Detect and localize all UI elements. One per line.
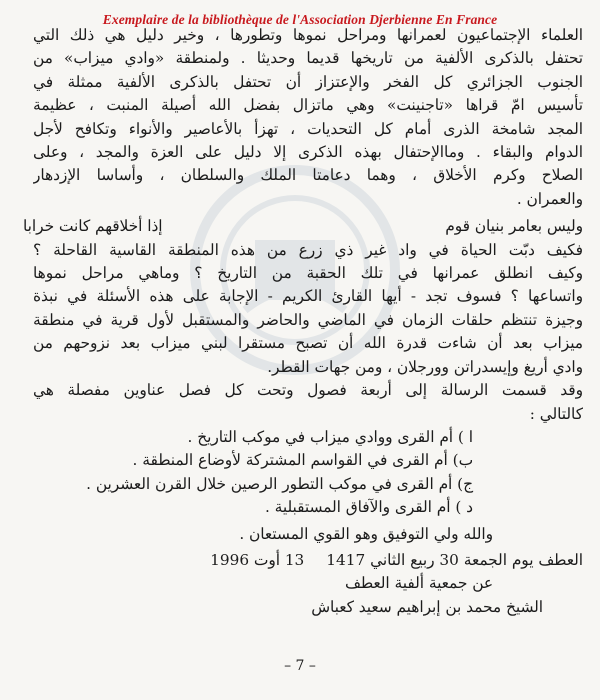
text-line: واتساعها ؟ فسوف تجد - أيها القارئ الكريم - الإجابة على هذه الأسئلة في نبذة bbox=[33, 287, 583, 306]
text-line: كالتالي : bbox=[529, 404, 583, 423]
text-line: العلماء الإجتماعيون لعمرانها ومراحل نموها وتطورها ، وخير دليل هي ذلك التي bbox=[33, 26, 583, 44]
signature-org: عن جمعية ألفية العطف bbox=[345, 574, 493, 593]
paragraph-3 bbox=[33, 379, 583, 426]
text-line: وادي أريغ وإيسدراتن وورجلان ، ومن جهات القطر. bbox=[267, 357, 583, 376]
text-line: ميزاب بعد أن شاءت قدرة الله أن تصبح مستقرا لبني ميزاب بعد نزوحهم من bbox=[33, 334, 583, 353]
chapter-list bbox=[33, 426, 583, 520]
dateline bbox=[33, 549, 583, 572]
date-hijri: العطف يوم الجمعة 30 ربيع الثاني 1417 bbox=[326, 550, 583, 569]
poem-hemistich-left: إذا أخلاقهم كانت خرابا bbox=[23, 217, 163, 236]
paragraph-1 bbox=[33, 24, 583, 211]
poem-hemistich-right: وليس بعامر بنيان قوم bbox=[445, 217, 583, 236]
text-line: والعمران . bbox=[516, 189, 583, 208]
text-line: فكيف دبّت الحياة في واد غير ذي زرع من هذه المنطقة القاسية القاحلة ؟ bbox=[33, 240, 583, 259]
date-gregorian: 13 أوت 1996 bbox=[210, 550, 305, 569]
text-line: الدوام والبقاء . وماالإحتفال بهذه الذكرى إلا دليل على العزة والمجد ، وعلى bbox=[33, 143, 583, 162]
text-line: تأسيس امّ قراها «تاجنينت» وهي ماتزال بفضل الله أصيلة المنبت ، عظيمة bbox=[33, 96, 583, 115]
closing-line: والله ولي التوفيق وهو القوي المستعان . bbox=[239, 525, 493, 544]
text-line: المجد شامخة الذرى أمام كل التحديات ، تهزأ بالأعاصير والأنواء وتكافح لأجل bbox=[33, 119, 583, 138]
text-line: وجيزة تنتظم حلقات الزمان في الماضي والحاضر والمستقبل لأول قرية في منطقة bbox=[33, 310, 583, 329]
text-line: الجنوب الجزائري كل الفخر والإعتزاز أن تحتفل بالذكرى الألفية ممثلة في bbox=[33, 72, 583, 91]
chapter-item: ا ) أم القرى ووادي ميزاب في موكب التاريخ . bbox=[187, 427, 473, 446]
text-line: تحتفل بالذكرى الألفية من تاريخها قديما وحديثا . ولمنطقة «وادي ميزاب» من bbox=[33, 49, 583, 68]
library-header: Exemplaire de la bibliothèque de l'Association Djerbienne En France bbox=[102, 12, 498, 27]
chapter-item: د ) أم القرى والآفاق المستقبلية . bbox=[264, 498, 473, 517]
text-line: وقد قسمت الرسالة إلى أربعة فصول وتحت كل فصل عناوين مفصلة هي bbox=[33, 381, 583, 400]
page-number: – 7 – bbox=[284, 658, 316, 674]
chapter-item: ج) أم القرى في موكب التطور الرصين خلال القرن العشرين . bbox=[86, 474, 473, 493]
text-line: الصلاح وكرم الأخلاق ، وهما دعامتا الملك والسلطان ، وأساسا الإزدهار bbox=[33, 166, 583, 185]
paragraph-2 bbox=[33, 239, 583, 379]
main-text bbox=[23, 24, 583, 619]
poem-verse bbox=[23, 215, 583, 238]
signature-name: الشيخ محمد بن إبراهيم سعيد كعباش bbox=[311, 597, 543, 616]
text-line: وكيف انطلق عمرانها في تلك الحقبة من التاريخ ؟ وماهي مراحل نموها bbox=[33, 264, 583, 283]
chapter-item: ب) أم القرى في القواسم المشتركة لأوضاع المنطقة . bbox=[132, 451, 473, 470]
